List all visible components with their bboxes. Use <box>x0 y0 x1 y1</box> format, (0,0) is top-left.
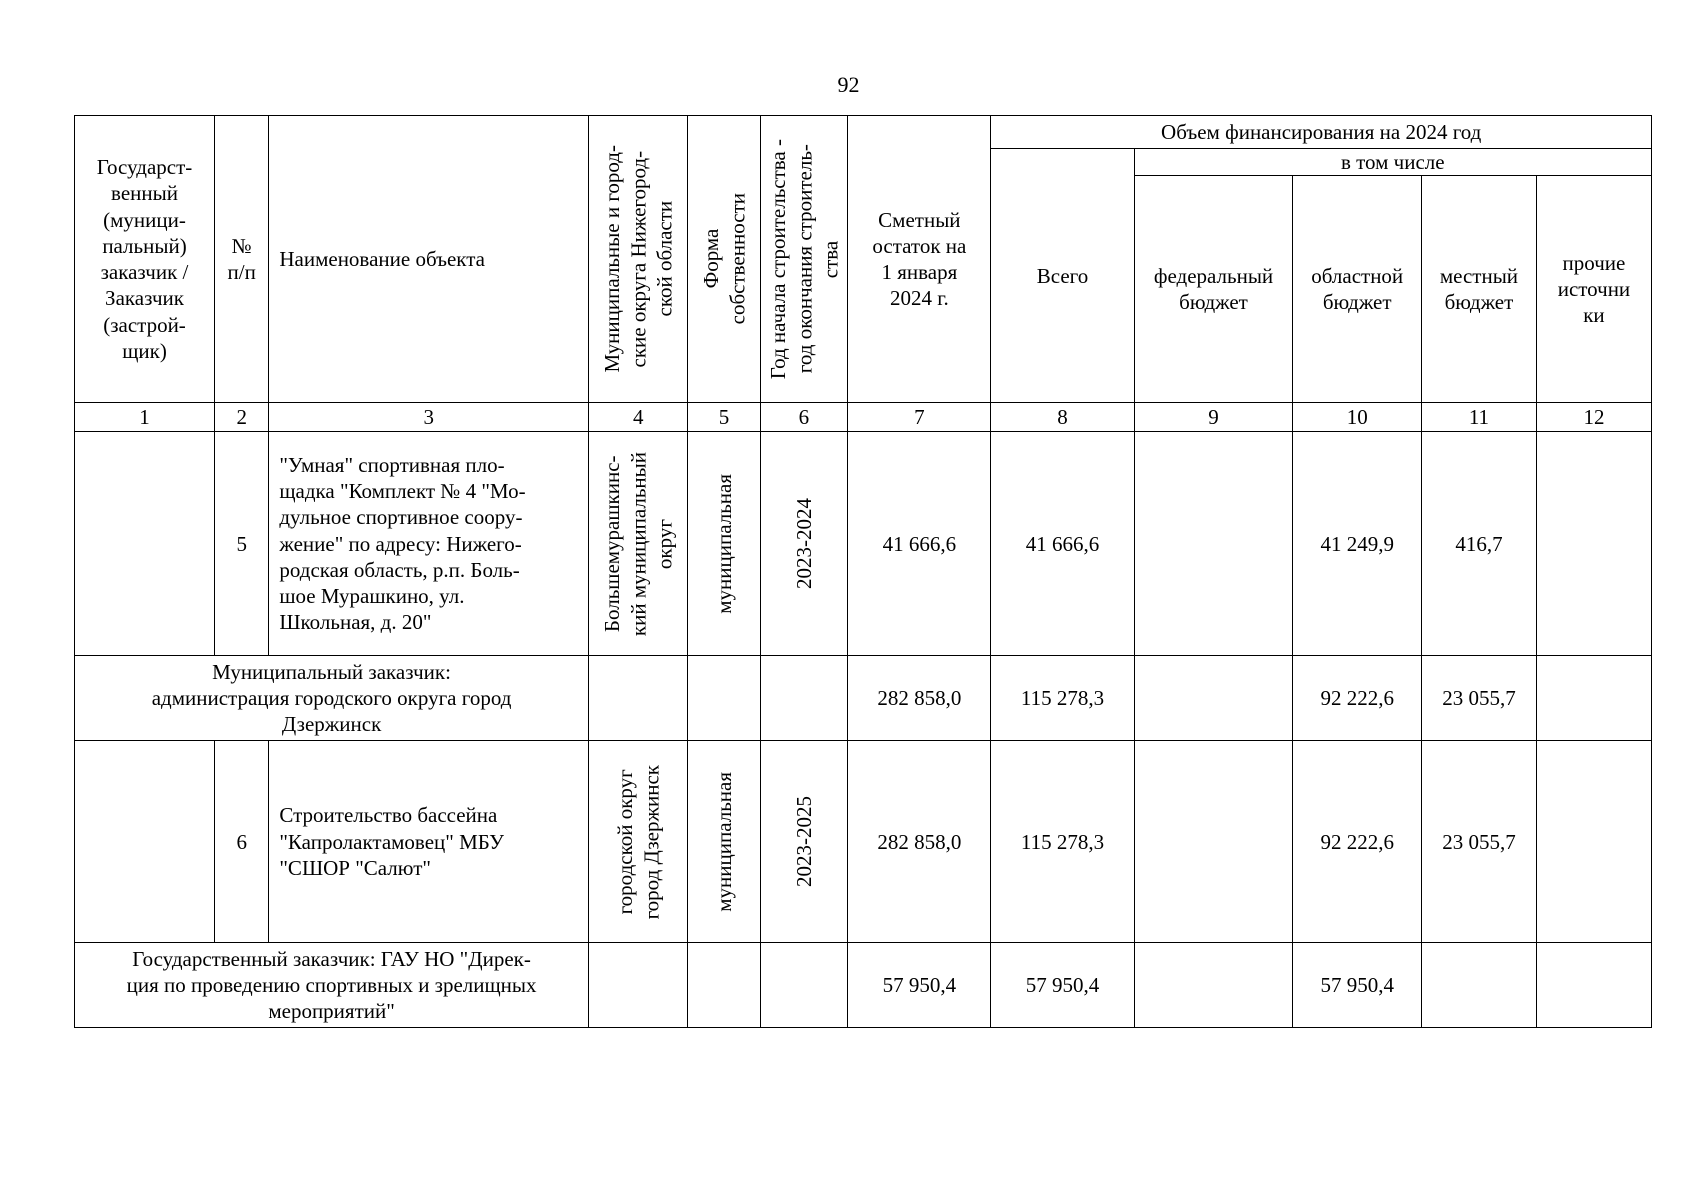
header-years-label: Год начала строительства - год окончания строитель- ства <box>765 139 843 380</box>
column-number: 3 <box>269 403 589 432</box>
column-number: 7 <box>848 403 991 432</box>
row-years-label: 2023-2024 <box>791 498 816 590</box>
header-name: Наименование объекта <box>269 116 589 403</box>
subtotal-regional: 57 950,4 <box>1293 943 1422 1028</box>
header-estimate: Сметный остаток на 1 января 2024 г. <box>848 116 991 403</box>
row-customer-cell <box>75 432 215 656</box>
subtotal-local <box>1421 943 1536 1028</box>
row-ownership <box>688 741 760 943</box>
column-number: 10 <box>1293 403 1422 432</box>
table-row <box>75 432 1652 656</box>
subtotal-empty-cell <box>688 943 760 1028</box>
row-municipality <box>589 741 688 943</box>
column-number: 4 <box>589 403 688 432</box>
subtotal-row <box>75 656 1652 741</box>
row-years <box>760 432 848 656</box>
subtotal-row <box>75 943 1652 1028</box>
header-local: местный бюджет <box>1421 176 1536 403</box>
column-number: 2 <box>215 403 269 432</box>
header-regional: областной бюджет <box>1293 176 1422 403</box>
row-municipality <box>589 432 688 656</box>
subtotal-other <box>1536 943 1651 1028</box>
column-number: 11 <box>1421 403 1536 432</box>
row-years-label: 2023-2025 <box>791 796 816 888</box>
column-number: 12 <box>1536 403 1651 432</box>
column-number: 9 <box>1134 403 1293 432</box>
header-customer: Государст- венный (муници- пальный) заказчик / Заказчик (застрой- щик) <box>75 116 215 403</box>
row-num: 6 <box>215 741 269 943</box>
row-estimate: 41 666,6 <box>848 432 991 656</box>
row-object-name: "Умная" спортивная пло- щадка "Комплект № 4 "Мо- дульное спортивное соору- жение" по адресу: Нижего- родская область, р.п. Боль- шое Мурашкино, ул. Школьная, д. 20" <box>269 432 589 656</box>
subtotal-federal <box>1134 943 1293 1028</box>
row-local: 416,7 <box>1421 432 1536 656</box>
header-total: Всего <box>991 149 1134 403</box>
row-ownership-label: муниципальная <box>711 473 736 614</box>
row-municipality-label: Большемурашкинс- кий муниципальный округ <box>599 451 677 636</box>
row-federal <box>1134 741 1293 943</box>
subtotal-regional: 92 222,6 <box>1293 656 1422 741</box>
subtotal-other <box>1536 656 1651 741</box>
subtotal-total: 57 950,4 <box>991 943 1134 1028</box>
header-ownership <box>688 116 760 403</box>
row-ownership-label: муниципальная <box>711 771 736 912</box>
row-regional: 92 222,6 <box>1293 741 1422 943</box>
row-local: 23 055,7 <box>1421 741 1536 943</box>
header-funding-group: Объем финансирования на 2024 год <box>991 116 1652 149</box>
row-federal <box>1134 432 1293 656</box>
column-number-row <box>75 403 1652 432</box>
row-num: 5 <box>215 432 269 656</box>
row-municipality-label: городской округ город Дзержинск <box>613 764 664 919</box>
header-row-1 <box>75 116 1652 149</box>
header-municipality-label: Муниципальные и город- ские округа Нижегород- ской области <box>599 145 677 373</box>
subtotal-estimate: 57 950,4 <box>848 943 991 1028</box>
header-other: прочие источни ки <box>1536 176 1651 403</box>
column-number: 8 <box>991 403 1134 432</box>
table-row <box>75 741 1652 943</box>
row-object-name: Строительство бассейна "Капролактамовец" МБУ "СШОР "Салют" <box>269 741 589 943</box>
header-ownership-label: Форма собственности <box>698 193 749 325</box>
row-other <box>1536 432 1651 656</box>
subtotal-empty-cell <box>589 943 688 1028</box>
subtotal-empty-cell <box>688 656 760 741</box>
header-num: № п/п <box>215 116 269 403</box>
header-municipality <box>589 116 688 403</box>
row-total: 41 666,6 <box>991 432 1134 656</box>
row-customer-cell <box>75 741 215 943</box>
subtotal-empty-cell <box>760 656 848 741</box>
subtotal-local: 23 055,7 <box>1421 656 1536 741</box>
subtotal-total: 115 278,3 <box>991 656 1134 741</box>
row-regional: 41 249,9 <box>1293 432 1422 656</box>
subtotal-empty-cell <box>589 656 688 741</box>
subtotal-empty-cell <box>760 943 848 1028</box>
row-years <box>760 741 848 943</box>
subtotal-estimate: 282 858,0 <box>848 656 991 741</box>
row-other <box>1536 741 1651 943</box>
financing-table <box>74 115 1652 1028</box>
row-ownership <box>688 432 760 656</box>
subtotal-federal <box>1134 656 1293 741</box>
column-number: 5 <box>688 403 760 432</box>
row-total: 115 278,3 <box>991 741 1134 943</box>
subtotal-label: Государственный заказчик: ГАУ НО "Дирек- ция по проведению спортивных и зрелищных мероприятий" <box>75 943 589 1028</box>
column-number: 6 <box>760 403 848 432</box>
header-years <box>760 116 848 403</box>
page-number: 92 <box>837 72 860 97</box>
row-estimate: 282 858,0 <box>848 741 991 943</box>
header-including: в том числе <box>1134 149 1651 176</box>
header-federal: федеральный бюджет <box>1134 176 1293 403</box>
subtotal-label: Муниципальный заказчик: администрация городского округа город Дзержинск <box>75 656 589 741</box>
column-number: 1 <box>75 403 215 432</box>
